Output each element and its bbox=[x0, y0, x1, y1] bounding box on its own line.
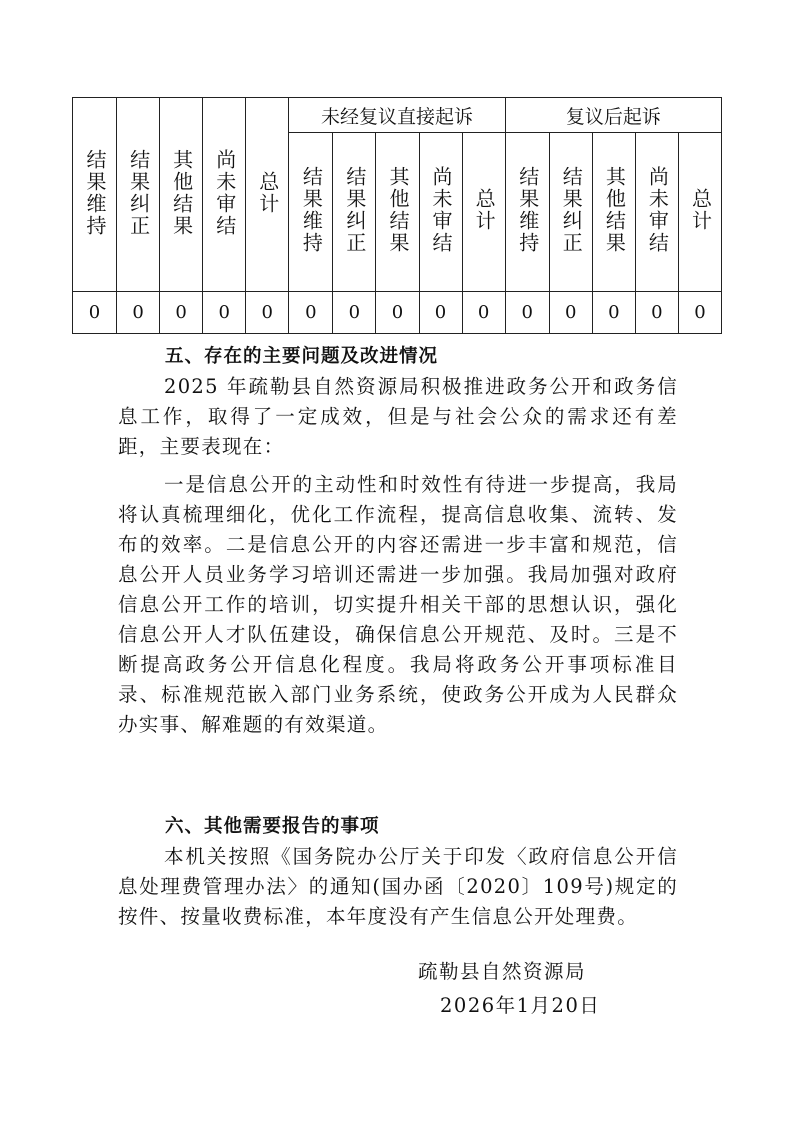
col-header: 结果纠正 bbox=[117, 98, 160, 292]
col-header: 尚未审结 bbox=[203, 98, 246, 292]
section5-para1: 2025 年疏勒县自然资源局积极推进政务公开和政务信息工作，取得了一定成效，但是与社会公众的需求还有差距，主要表现在： bbox=[118, 375, 678, 458]
group-header-direct-suit: 未经复议直接起诉 bbox=[289, 98, 505, 133]
table-cell: 0 bbox=[592, 292, 635, 334]
table-cell: 0 bbox=[73, 292, 117, 334]
sub-col-header: 总计 bbox=[678, 133, 721, 292]
signature-date: 2026年1月20日 bbox=[440, 994, 601, 1017]
table-cell: 0 bbox=[462, 292, 505, 334]
table-cell: 0 bbox=[117, 292, 160, 334]
litigation-table bbox=[72, 97, 722, 334]
table-cell: 0 bbox=[333, 292, 376, 334]
table-cell: 0 bbox=[505, 292, 549, 334]
section5-para2: 一是信息公开的主动性和时效性有待进一步提高，我局将认真梳理细化，优化工作流程，提高信息收集、流转、发布的效率。二是信息公开的内容还需进一步丰富和规范，信息公开人员业务学习培训还需进一步加强。我局加强对政府信息公开工作的培训，切实提升相关干部的思想认识，强化信息公开人才队伍建设，确保信息公开规范、及时。三是不断提高政务公开信息化程度。我局将政务公开事项标准目录、标准规范嵌入部门业务系统，使政务公开成为人民群众办实事、解难题的有效渠道。 bbox=[118, 473, 678, 736]
col-header: 其他结果 bbox=[160, 98, 203, 292]
section6-para: 本机关按照《国务院办公厅关于印发〈政府信息公开信息处理费管理办法〉的通知(国办函〔2020〕109号)规定的按件、按量收费标准，本年度没有产生信息公开处理费。 bbox=[118, 845, 678, 928]
sub-col-header: 结果维持 bbox=[505, 133, 549, 292]
signature-org: 疏勒县自然资源局 bbox=[418, 960, 587, 983]
sub-col-header: 尚未审结 bbox=[635, 133, 678, 292]
table-cell: 0 bbox=[635, 292, 678, 334]
sub-col-header: 总计 bbox=[462, 133, 505, 292]
section6-body bbox=[118, 842, 678, 940]
table-cell: 0 bbox=[203, 292, 246, 334]
group-header-suit-after-review: 复议后起诉 bbox=[505, 98, 721, 133]
table-cell: 0 bbox=[289, 292, 333, 334]
sub-col-header: 结果纠正 bbox=[333, 133, 376, 292]
table-cell: 0 bbox=[419, 292, 462, 334]
sub-col-header: 尚未审结 bbox=[419, 133, 462, 292]
table-cell: 0 bbox=[678, 292, 721, 334]
table-cell: 0 bbox=[246, 292, 289, 334]
sub-col-header: 结果维持 bbox=[289, 133, 333, 292]
sub-col-header: 结果纠正 bbox=[549, 133, 592, 292]
table-cell: 0 bbox=[549, 292, 592, 334]
section6-heading: 六、其他需要报告的事项 bbox=[165, 816, 380, 837]
col-header: 结果维持 bbox=[73, 98, 117, 292]
table-cell: 0 bbox=[376, 292, 419, 334]
col-header: 总计 bbox=[246, 98, 289, 292]
sub-col-header: 其他结果 bbox=[376, 133, 419, 292]
section5-heading: 五、存在的主要问题及改进情况 bbox=[165, 346, 439, 367]
section5-body bbox=[118, 372, 678, 748]
sub-col-header: 其他结果 bbox=[592, 133, 635, 292]
table-cell: 0 bbox=[160, 292, 203, 334]
